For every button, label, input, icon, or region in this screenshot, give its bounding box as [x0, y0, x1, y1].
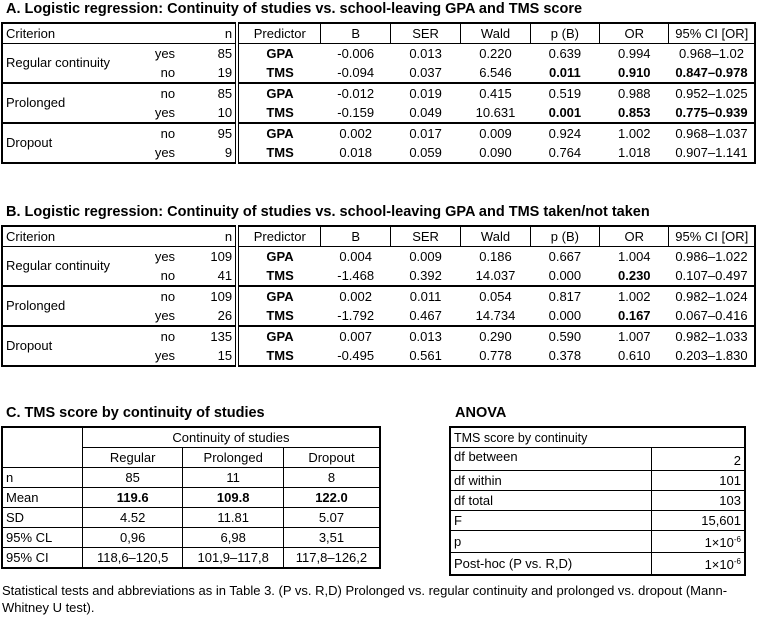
predictor: TMS — [237, 103, 321, 123]
row-label: 95% CI — [2, 548, 82, 569]
or-value: 1.002 — [600, 286, 669, 306]
or-value: 0.167 — [618, 307, 651, 323]
predictor: GPA — [237, 83, 321, 103]
n-value: 109 — [210, 248, 233, 264]
row-label: df total — [450, 491, 651, 511]
level: yes — [154, 248, 176, 264]
wald-value: 6.546 — [479, 64, 512, 80]
n-value: 15 — [217, 347, 233, 363]
n-value: 135 — [178, 326, 237, 346]
col-ser: SER — [390, 23, 460, 44]
n-value: 9 — [224, 144, 233, 160]
b-value: 0.002 — [321, 123, 390, 143]
cell-value: 118,6–120,5 — [82, 548, 183, 569]
col-or: OR — [600, 23, 669, 44]
ci-value: 0.847–0.978 — [675, 64, 748, 80]
ser-value: 0.049 — [409, 104, 442, 120]
col-ci: 95% CI [OR] — [669, 23, 755, 44]
cell-value: 6,98 — [183, 528, 284, 548]
table-row — [2, 468, 380, 488]
table-c-group-header-row — [2, 427, 380, 448]
ci-value: 0.982–1.024 — [669, 286, 755, 306]
n-value: 85 — [178, 83, 237, 103]
or-value: 0.230 — [618, 267, 651, 283]
ci-value: 0.982–1.033 — [669, 326, 755, 346]
anova-header: TMS score by continuity — [450, 427, 745, 448]
wald-value: 0.186 — [479, 248, 512, 264]
table-a — [1, 22, 756, 164]
table-row — [2, 44, 755, 64]
wald-value: 0.415 — [461, 83, 530, 103]
wald-value: 0.090 — [479, 144, 512, 160]
table-row — [450, 511, 745, 531]
row-label: Mean — [2, 488, 82, 508]
or-value: 0.610 — [618, 347, 651, 363]
cell-value: 11 — [183, 468, 284, 488]
row-label: df within — [450, 471, 651, 491]
b-value: -0.006 — [337, 45, 375, 61]
wald-value: 0.778 — [479, 347, 512, 363]
ci-value: 0.986–1.022 — [675, 248, 748, 264]
b-value: 0.018 — [339, 144, 372, 160]
col-prolonged: Prolonged — [183, 448, 284, 468]
or-value: 1.002 — [600, 123, 669, 143]
ser-value: 0.019 — [390, 83, 460, 103]
criterion-label: Dropout — [2, 123, 135, 163]
predictor: GPA — [237, 44, 321, 64]
ser-value: 0.037 — [409, 64, 442, 80]
row-label: F — [450, 511, 651, 531]
cell-value: 109.8 — [183, 488, 284, 508]
or-value: 0.994 — [618, 45, 651, 61]
p-value: 0.639 — [548, 45, 582, 61]
criterion-label: Regular continuity — [6, 258, 111, 273]
wald-value: 0.290 — [461, 326, 530, 346]
predictor: GPA — [237, 123, 321, 143]
wald-value: 0.009 — [461, 123, 530, 143]
ci-value: 0.067–0.416 — [675, 307, 748, 323]
wald-value: 0.054 — [461, 286, 530, 306]
cell-value: 15,601 — [651, 511, 745, 531]
cell-value: 101,9–117,8 — [183, 548, 284, 569]
p-value: 0.764 — [548, 144, 582, 160]
table-row — [2, 488, 380, 508]
row-label: p — [450, 531, 651, 553]
p-value: 0.667 — [548, 248, 582, 264]
level: yes — [154, 45, 176, 61]
b-value: 0.004 — [339, 248, 372, 264]
col-b: B — [321, 226, 390, 247]
anova-table — [449, 426, 746, 576]
ci-value: 0.203–1.830 — [675, 347, 748, 363]
ci-value: 0.952–1.025 — [669, 83, 755, 103]
col-predictor: Predictor — [237, 23, 321, 44]
wald-value: 0.220 — [479, 45, 512, 61]
or-value: 1.004 — [618, 248, 651, 264]
col-b: B — [321, 23, 390, 44]
ci-value: 0.907–1.141 — [675, 144, 748, 160]
ser-value: 0.561 — [409, 347, 442, 363]
ci-value: 0.107–0.497 — [675, 267, 748, 283]
table-a-title: A. Logistic regression: Continuity of studies vs. school-leaving GPA and TMS score — [6, 1, 583, 17]
n-value: 41 — [217, 267, 233, 283]
ci-value: 0.968–1.037 — [669, 123, 755, 143]
table-row — [450, 553, 745, 576]
anova-title: ANOVA — [455, 405, 507, 421]
row-label: SD — [2, 508, 82, 528]
table-c — [1, 426, 381, 569]
ci-value: 0.775–0.939 — [675, 104, 748, 120]
predictor: GPA — [237, 326, 321, 346]
p-value: 0.924 — [530, 123, 599, 143]
col-ser: SER — [390, 226, 460, 247]
level: no — [160, 267, 176, 283]
level: no — [135, 326, 179, 346]
table-row — [2, 83, 755, 103]
b-value: 0.002 — [321, 286, 390, 306]
continuity-header: Continuity of studies — [82, 427, 380, 448]
p-value: 0.817 — [530, 286, 599, 306]
cell-value: $1\times 10^{-6}$ — [651, 531, 745, 553]
table-a-header-row — [2, 23, 755, 44]
col-p: p (B) — [530, 226, 599, 247]
row-label: 95% CL — [2, 528, 82, 548]
predictor: TMS — [237, 306, 321, 326]
b-value: -1.468 — [337, 267, 375, 283]
table-b-header-row — [2, 226, 755, 247]
table-row — [2, 528, 380, 548]
table-row — [450, 531, 745, 553]
wald-value: 10.631 — [475, 104, 516, 120]
or-value: 0.988 — [600, 83, 669, 103]
n-value: 26 — [217, 307, 233, 323]
level: no — [135, 83, 179, 103]
table-c-column-header-row — [2, 448, 380, 468]
footnote: Statistical tests and abbreviations as in Table 3. (P vs. R,D) Prolonged vs. regular continuity and prolonged vs. dropout (Mann-Whitney U test). — [2, 583, 728, 615]
ser-value: 0.392 — [409, 267, 442, 283]
cell-value: 122.0 — [283, 488, 380, 508]
p-value: 0.011 — [548, 64, 581, 80]
cell-value: 85 — [82, 468, 183, 488]
col-wald: Wald — [461, 226, 530, 247]
criterion-label: Dropout — [2, 326, 135, 366]
ci-value: 0.968–1.02 — [678, 45, 745, 61]
table-row — [2, 548, 380, 569]
col-n: n — [178, 226, 237, 247]
p-value: 0.000 — [548, 267, 582, 283]
b-value: -1.792 — [337, 307, 375, 323]
criterion-label: Prolonged — [2, 83, 135, 123]
level: yes — [154, 104, 176, 120]
table-c-title: C. TMS score by continuity of studies — [6, 405, 265, 421]
table-b — [1, 225, 756, 367]
n-value: 95 — [178, 123, 237, 143]
table-row — [2, 123, 755, 143]
col-regular: Regular — [82, 448, 183, 468]
cell-value: 3,51 — [283, 528, 380, 548]
col-predictor: Predictor — [237, 226, 321, 247]
col-n: n — [178, 23, 237, 44]
predictor: GPA — [237, 247, 321, 267]
col-criterion: Criterion — [2, 23, 135, 44]
or-value: 0.910 — [618, 64, 651, 80]
p-value: 0.519 — [530, 83, 599, 103]
cell-value: 8 — [283, 468, 380, 488]
cell-value: 119.6 — [82, 488, 183, 508]
b-value: -0.012 — [321, 83, 390, 103]
ser-value: 0.467 — [409, 307, 442, 323]
b-value: -0.495 — [337, 347, 375, 363]
n-value: 19 — [217, 64, 233, 80]
criterion-label: Prolonged — [2, 286, 135, 326]
or-value: 1.007 — [600, 326, 669, 346]
anova-header-row — [450, 427, 745, 448]
level: no — [135, 286, 179, 306]
wald-value: 14.037 — [475, 267, 516, 283]
col-dropout: Dropout — [283, 448, 380, 468]
table-row — [450, 448, 745, 471]
ser-value: 0.011 — [390, 286, 460, 306]
row-label: n — [6, 469, 14, 485]
level: yes — [154, 307, 176, 323]
wald-value: 14.734 — [475, 307, 516, 323]
or-value: 1.018 — [618, 144, 651, 160]
col-or: OR — [600, 226, 669, 247]
cell-value: $1\times 10^{-6}$ — [651, 553, 745, 576]
cell-value: 11.81 — [183, 508, 284, 528]
predictor: TMS — [237, 143, 321, 163]
table-row — [2, 508, 380, 528]
col-ci: 95% CI [OR] — [669, 226, 755, 247]
or-value: 0.853 — [618, 104, 651, 120]
cell-value: 103 — [651, 491, 745, 511]
predictor: GPA — [237, 286, 321, 306]
p-value: 0.378 — [548, 347, 582, 363]
cell-value: 101 — [651, 471, 745, 491]
predictor: TMS — [237, 266, 321, 286]
criterion-label: Regular continuity — [6, 55, 111, 70]
col-criterion: Criterion — [2, 226, 135, 247]
level: no — [160, 64, 176, 80]
cell-value: 117,8–126,2 — [283, 548, 380, 569]
level: no — [135, 123, 179, 143]
cell-value: 4.52 — [82, 508, 183, 528]
ser-value: 0.017 — [390, 123, 460, 143]
row-label: df between — [454, 449, 518, 464]
row-label: Post-hoc (P vs. R,D) — [450, 553, 651, 576]
n-value: 109 — [178, 286, 237, 306]
b-value: -0.094 — [337, 64, 375, 80]
cell-value: 5.07 — [283, 508, 380, 528]
ser-value: 0.059 — [409, 144, 442, 160]
b-value: 0.007 — [321, 326, 390, 346]
table-row — [450, 471, 745, 491]
p-value: 0.000 — [548, 307, 582, 323]
col-wald: Wald — [461, 23, 530, 44]
table-row — [2, 286, 755, 306]
table-row — [2, 326, 755, 346]
table-row — [450, 491, 745, 511]
b-value: -0.159 — [337, 104, 375, 120]
cell-value: 2 — [651, 448, 745, 471]
n-value: 10 — [217, 104, 233, 120]
p-value: 0.590 — [530, 326, 599, 346]
level: yes — [154, 347, 176, 363]
level: yes — [154, 144, 176, 160]
ser-value: 0.013 — [409, 45, 442, 61]
col-p: p (B) — [530, 23, 599, 44]
table-b-title: B. Logistic regression: Continuity of studies vs. school-leaving GPA and TMS taken/not taken — [6, 204, 650, 220]
n-value: 85 — [217, 45, 233, 61]
cell-value: 0,96 — [82, 528, 183, 548]
predictor: TMS — [237, 63, 321, 83]
ser-value: 0.009 — [409, 248, 442, 264]
predictor: TMS — [237, 346, 321, 366]
p-value: 0.001 — [548, 104, 582, 120]
table-row — [2, 247, 755, 267]
ser-value: 0.013 — [390, 326, 460, 346]
